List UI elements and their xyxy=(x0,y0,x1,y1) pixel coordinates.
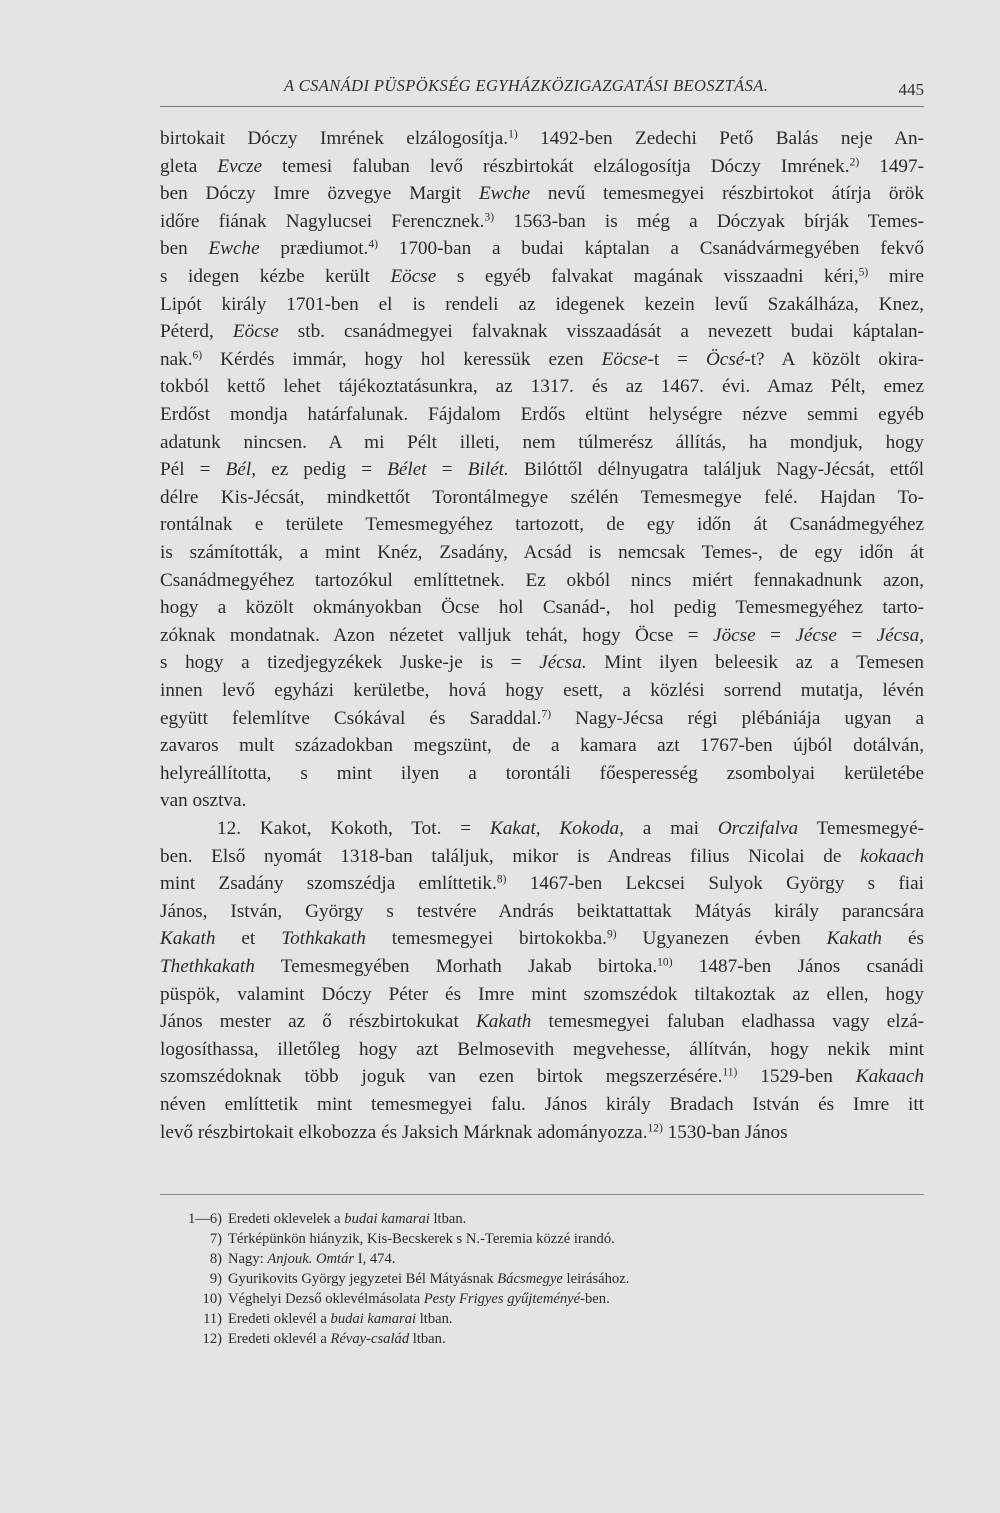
text-run: -t = xyxy=(647,348,706,370)
footnote-ref: 10) xyxy=(657,956,673,969)
text-run: = xyxy=(755,624,796,646)
text-run: leirásához. xyxy=(562,1271,630,1287)
text-run: gleta xyxy=(160,155,218,177)
text-run: Péterd, xyxy=(160,321,233,343)
text-run: Térképünkön hiányzik, Kis-Becskerek s N.-Teremia közzé irandó. xyxy=(228,1231,615,1247)
italic-text: Jécsa, xyxy=(876,624,925,646)
footnote-number: 9) xyxy=(209,1271,222,1287)
text-line xyxy=(160,404,924,426)
italic-text: Ewche xyxy=(208,238,260,260)
footnote-number: 12) xyxy=(202,1331,222,1347)
italic-text: Kakath xyxy=(826,928,883,950)
text-run: János, István, György s testvére András beiktattattak Mátyás király parancsára xyxy=(160,900,924,922)
text-line xyxy=(160,625,924,647)
text-line xyxy=(160,570,924,592)
italic-text: Orczifalva xyxy=(717,818,799,839)
text-run: 12. Kakot, Kokoth, Tot. = xyxy=(217,818,490,839)
italic-text: Anjouk. Omtár xyxy=(267,1251,355,1267)
text-run: Ugyanezen évben xyxy=(616,928,827,950)
page-number: 445 xyxy=(898,80,924,99)
italic-text: Bácsmegye xyxy=(497,1271,563,1287)
text-run: ltban. xyxy=(429,1211,467,1227)
italic-text: Bélet xyxy=(387,459,427,481)
text-run: néven említtetik mint temesmegyei falu. János király Bradach István és Imre itt xyxy=(160,1094,924,1115)
italic-text: Bilét. xyxy=(467,459,509,481)
text-run: Mint ilyen beleesik az a Temesen xyxy=(586,652,924,674)
footnote xyxy=(180,1310,453,1328)
text-line xyxy=(160,901,924,923)
text-line xyxy=(160,873,924,895)
text-run: Csanádmegyéhez tartozókul említtetnek. Ez okból nincs miért fennakadnunk azon, xyxy=(160,569,924,591)
text-line xyxy=(160,459,924,481)
text-run: tokból kettő lehet tájékoztatásunkra, az 1317. és az 1467. évi. Amaz Pélt, emez xyxy=(160,376,924,398)
text-line xyxy=(160,183,924,205)
footnote-ref: 4) xyxy=(368,239,378,252)
text-run: is számították, a mint Knéz, Zsadány, Acsád is nemcsak Temes-, de egy időn át xyxy=(160,542,924,563)
footnote xyxy=(180,1230,615,1248)
italic-text: Eöcse xyxy=(390,266,437,287)
text-run: Temesmegyében Morhath Jakab birtoka. xyxy=(254,956,658,977)
text-line xyxy=(160,376,924,398)
text-run: s idegen kézbe került xyxy=(160,266,391,287)
italic-text: Tothkakath xyxy=(281,928,366,950)
footnote-number: 11) xyxy=(203,1311,222,1327)
footnote-ref: 6) xyxy=(192,349,203,362)
footnote-ref: 8) xyxy=(496,873,507,886)
text-line xyxy=(160,128,924,150)
text-run: időre fiának Nagylucsei Ferencznek. xyxy=(160,210,485,232)
text-run: temesi faluban levő részbirtokát elzálogosítja Dóczy Imrének. xyxy=(262,155,850,177)
footnote-number: 8) xyxy=(209,1251,222,1267)
text-run: Véghelyi Dezső oklevélmásolata xyxy=(228,1291,424,1307)
text-run: I, 474. xyxy=(354,1251,396,1267)
footnote-ref: 7) xyxy=(541,708,552,721)
text-run: 1487-ben János csanádi xyxy=(672,956,924,977)
text-run: ben Dóczy Imre özvegye Margit xyxy=(160,183,479,205)
text-run: 1492-ben Zedechi Pető Balás neje An- xyxy=(517,128,924,149)
text-run: 1529-ben xyxy=(737,1066,856,1088)
text-run: Kérdés immár, hogy hol keressük ezen xyxy=(202,348,602,370)
text-line xyxy=(160,294,924,316)
footnote-ref: 3) xyxy=(484,211,495,224)
italic-text: Eöcse xyxy=(232,321,279,343)
text-run: mire xyxy=(868,266,924,287)
footnote-number: 7) xyxy=(209,1231,222,1247)
italic-text: Öcsé xyxy=(705,348,745,370)
text-run: levő részbirtokait elkobozza és Jaksich Márknak adományozza. xyxy=(160,1121,648,1143)
text-line xyxy=(160,652,924,674)
italic-text: Jöcse xyxy=(713,624,756,646)
text-line xyxy=(160,432,924,454)
text-run: birtokait Dóczy Imrének elzálogosítja. xyxy=(160,128,509,149)
text-line xyxy=(160,846,924,868)
italic-text: Révay-család xyxy=(330,1331,410,1347)
text-run: Eredeti oklevél a xyxy=(228,1331,331,1347)
italic-text: Kakath xyxy=(475,1011,532,1033)
text-run: délre Kis-Jécsát, mindkettőt Torontálmegye szélén Temesmegye felé. Hajdan To- xyxy=(160,486,924,508)
text-run: zóknak mondatnak. Azon nézetet valljuk tehát, hogy Öcse = xyxy=(160,624,714,646)
footnote xyxy=(180,1270,629,1288)
text-line xyxy=(160,984,924,1006)
text-line xyxy=(160,487,924,509)
text-run: Gyurikovits György jegyzetei Bél Mátyásnak xyxy=(228,1271,498,1287)
text-line xyxy=(160,1094,924,1116)
footnote-ref: 12) xyxy=(647,1122,663,1135)
text-line xyxy=(160,735,924,757)
footnote-ref: 11) xyxy=(722,1067,738,1080)
text-run: -ben. xyxy=(580,1291,610,1307)
text-line xyxy=(217,818,924,840)
text-run: helyreállította, s mint ilyen a torontáli főesperesség zsombolyai kerületébe xyxy=(160,762,924,784)
text-run: stb. csanádmegyei falvaknak visszaadását a nevezett budai káptalan- xyxy=(278,321,924,343)
italic-text: kokaach xyxy=(860,845,924,867)
text-run: rontálnak e területe Temesmegyéhez tartozott, de egy időn át Csanádmegyéhez xyxy=(160,514,924,536)
text-run: prædiumot. xyxy=(259,238,369,260)
italic-text: Kakath xyxy=(160,928,216,950)
text-run: ben xyxy=(160,238,209,260)
text-run: van osztva. xyxy=(160,790,247,812)
text-line xyxy=(160,238,924,260)
italic-text: Jécse xyxy=(795,624,837,646)
text-run: együtt felemlítve Csókával és Saraddal. xyxy=(160,707,542,729)
text-run: = xyxy=(426,459,468,481)
text-line xyxy=(160,349,924,371)
text-run: = xyxy=(836,624,877,646)
text-run: püspök, valamint Dóczy Péter és Imre mint szomszédok tiltakoztak az ellen, hogy xyxy=(160,983,924,1005)
text-run: Erdőst mondja határfalunak. Fájdalom Erdős eltünt helységre nézve semmi egyéb xyxy=(160,404,924,425)
text-run: 1530-ban János xyxy=(662,1121,788,1143)
text-run: temesmegyei birtokokba. xyxy=(365,928,607,950)
text-run: nak. xyxy=(160,348,193,370)
text-line xyxy=(160,1122,788,1144)
italic-text: Evcze xyxy=(217,155,263,177)
text-line xyxy=(160,542,924,564)
text-run: 1467-ben Lekcsei Sulyok György s fiai xyxy=(506,873,924,895)
italic-text: Thethkakath xyxy=(160,956,255,977)
text-run: adatunk nincsen. A mi Pélt illeti, nem túlmerész állítás, ha mondjuk, hogy xyxy=(160,431,924,453)
text-line xyxy=(160,211,924,233)
text-line xyxy=(160,680,924,702)
text-run: temesmegyei faluban eladhassa vagy elzá- xyxy=(531,1011,924,1033)
italic-text: budai kamarai xyxy=(344,1211,430,1227)
text-line xyxy=(160,928,924,950)
text-line xyxy=(160,266,924,288)
text-run: Pél = xyxy=(160,459,226,481)
italic-text: Bél, xyxy=(225,459,257,481)
footnote-number: 10) xyxy=(202,1291,222,1307)
footnote xyxy=(180,1330,446,1348)
text-run: 1497- xyxy=(859,155,924,177)
italic-text: Eöcse xyxy=(601,348,648,370)
page-header xyxy=(160,76,924,107)
footnote xyxy=(180,1210,466,1228)
text-line xyxy=(160,956,924,978)
text-run: innen levő egyházi kerületbe, hová hogy esett, a közlési sorrend mutatja, lévén xyxy=(160,680,924,701)
text-run: ltban. xyxy=(409,1331,446,1347)
text-line xyxy=(160,708,924,730)
text-run: s hogy a tizedjegyzékek Juske-je is = xyxy=(160,652,540,674)
text-run: Eredeti oklevél a xyxy=(228,1311,331,1327)
text-run: 1700-ban a budai káptalan a Csanádvármegyében fekvő xyxy=(377,238,924,260)
text-line xyxy=(160,1066,924,1088)
text-line xyxy=(160,321,924,343)
footnote-ref: 2) xyxy=(849,156,860,169)
footnote-ref: 9) xyxy=(606,929,617,942)
italic-text: Kakaach xyxy=(855,1066,924,1088)
text-run: ez pedig = xyxy=(256,459,388,481)
footnote-ref: 1) xyxy=(508,128,518,141)
text-run: mint Zsadány szomszédja említtetik. xyxy=(160,873,497,895)
footnote xyxy=(180,1250,395,1268)
text-run: nevű temesmegyei részbirtokot átírja örök xyxy=(530,183,924,205)
text-run: -t? A közölt okira- xyxy=(744,348,925,370)
text-run: et xyxy=(215,928,282,950)
text-line xyxy=(160,790,246,812)
italic-text: Jécsa. xyxy=(539,652,587,674)
text-run: zavaros mult századokban megszünt, de a kamara azt 1767-ben újból dotálván, xyxy=(160,735,924,757)
footnote-ref: 5) xyxy=(858,266,869,279)
italic-text: budai kamarai xyxy=(330,1311,417,1327)
text-run: Temesmegyé- xyxy=(798,818,924,839)
italic-text: Kakat, Kokoda, xyxy=(489,818,624,839)
text-run: 1563-ban is még a Dóczyak bírják Temes- xyxy=(494,210,924,232)
footnote-divider xyxy=(160,1194,924,1195)
text-run: Bilóttől délnyugatra találjuk Nagy-Jécsát, ettől xyxy=(508,459,925,481)
text-line xyxy=(160,1039,924,1061)
text-run: s egyéb falvakat magának visszaadni kéri, xyxy=(436,266,859,287)
text-line xyxy=(160,1011,924,1033)
text-line xyxy=(160,514,924,536)
text-run: Lipót király 1701-ben el is rendeli az idegenek kezein levű Szakálháza, Knez, xyxy=(160,293,924,315)
text-run: logosíthassa, illetőleg hogy azt Belmosevith megvehesse, állítván, hogy nekik mint xyxy=(160,1038,924,1060)
text-run: Nagy: xyxy=(228,1251,268,1267)
text-run: ben. Első nyomát 1318-ban találjuk, mikor is Andreas filius Nicolai de xyxy=(160,845,861,867)
text-run: szomszédoknak több joguk van ezen birtok megszerzésére. xyxy=(160,1066,723,1088)
text-line xyxy=(160,597,924,619)
text-run: Nagy-Jécsa régi plébániája ugyan a xyxy=(551,707,925,729)
text-line xyxy=(160,156,924,178)
italic-text: Pesty Frigyes gyűjteményé xyxy=(423,1291,581,1307)
text-run: hogy a közölt okmányokban Öcse hol Csanád-, hol pedig Temesmegyéhez tarto- xyxy=(160,597,924,619)
text-run: János mester az ő részbirtokukat xyxy=(160,1011,476,1033)
text-run: a mai xyxy=(623,818,718,839)
footnote-number: 1—6) xyxy=(187,1211,222,1227)
text-line xyxy=(160,763,924,785)
text-run: ltban. xyxy=(416,1311,453,1327)
footnote xyxy=(180,1290,610,1308)
italic-text: Ewche xyxy=(478,183,531,205)
text-run: Eredeti oklevelek a xyxy=(228,1211,345,1227)
running-title: A CSANÁDI PÜSPÖKSÉG EGYHÁZKÖZIGAZGATÁSI BEOSZTÁSA. xyxy=(284,76,769,95)
text-run: és xyxy=(882,928,924,950)
